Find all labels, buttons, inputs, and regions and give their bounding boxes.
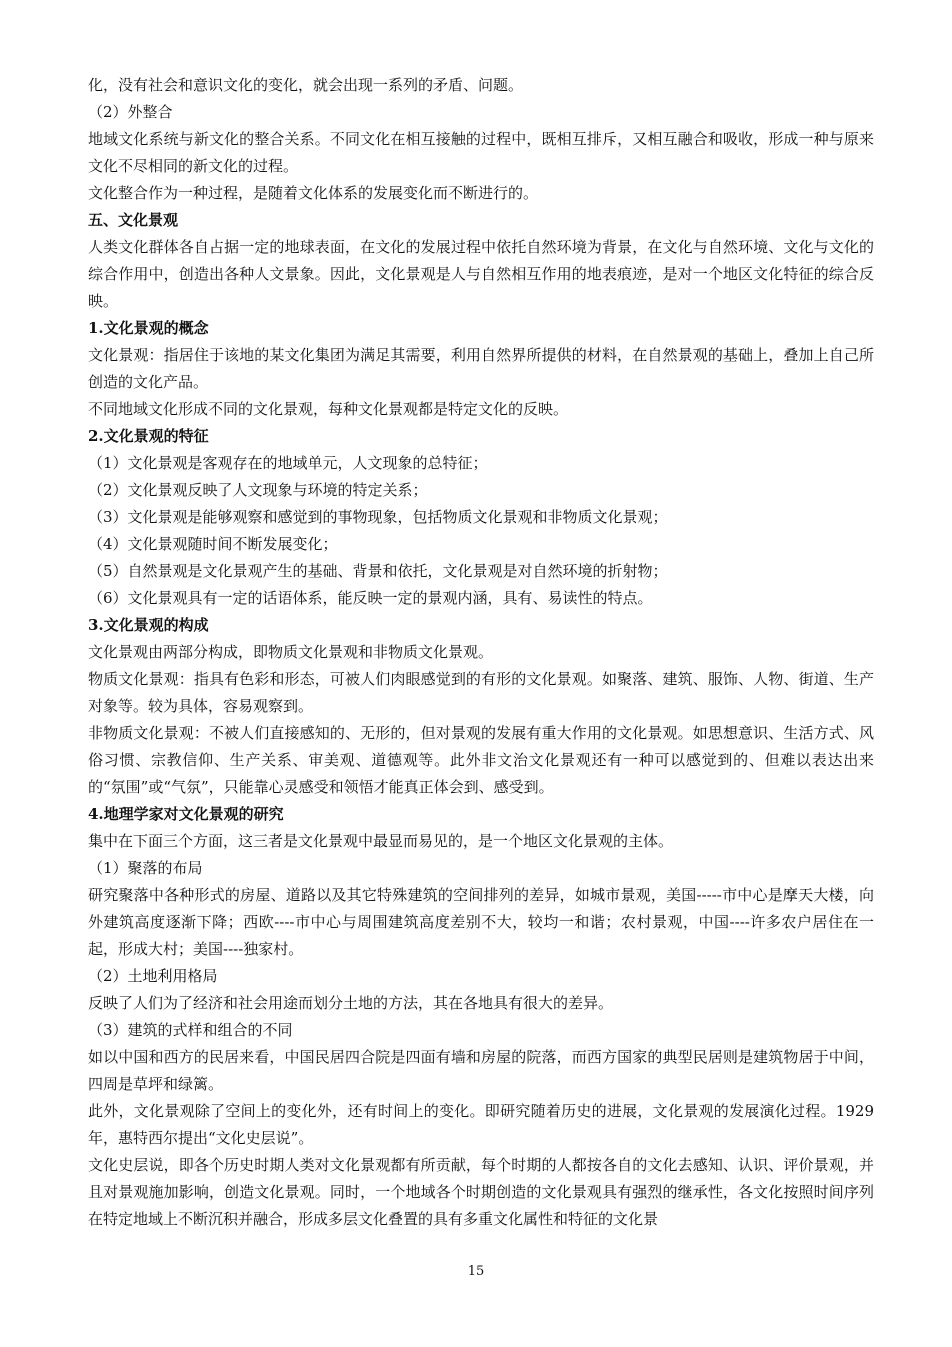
list-item: （5）自然景观是文化景观产生的基础、背景和依托，文化景观是对自然环境的折射物；: [88, 562, 668, 580]
subheading: （2）土地利用格局: [88, 967, 218, 985]
paragraph: 研究聚落中各种形式的房屋、道路以及其它特殊建筑的空间排列的差异，如城市景观，美国-----市中心是摩天大楼，向外建筑高度逐渐下降；西欧----市中心与周围建筑高度差别不大，较均一和谐；农村景观，中国----许多农户居住在一起，形成大村；美国----独家村。: [88, 886, 874, 958]
paragraph: 物质文化景观：指具有色彩和形态，可被人们肉眼感觉到的有形的文化景观。如聚落、建筑、服饰、人物、街道、生产对象等。较为具体，容易观察到。: [88, 670, 874, 715]
subheading: （1）聚落的布局: [88, 859, 203, 877]
section-heading: 4.地理学家对文化景观的研究: [88, 805, 284, 823]
paragraph: 集中在下面三个方面，这三者是文化景观中最显而易见的，是一个地区文化景观的主体。: [88, 832, 674, 850]
list-item: （4）文化景观随时间不断发展变化；: [88, 535, 338, 553]
paragraph: 如以中国和西方的民居来看，中国民居四合院是四面有墙和房屋的院落，而西方国家的典型民居则是建筑物居于中间，四周是草坪和绿篱。: [88, 1048, 874, 1093]
paragraph: 不同地域文化形成不同的文化景观，每种文化景观都是特定文化的反映。: [88, 400, 569, 418]
section-heading: 2.文化景观的特征: [88, 427, 209, 445]
subheading: （2）外整合: [88, 103, 173, 121]
paragraph: 地域文化系统与新文化的整合关系。不同文化在相互接触的过程中，既相互排斥，又相互融合和吸收，形成一种与原来文化不尽相同的新文化的过程。: [88, 130, 874, 175]
subheading: （3）建筑的式样和组合的不同: [88, 1021, 293, 1039]
page-body: [88, 72, 874, 1233]
section-heading: 3.文化景观的构成: [88, 616, 209, 634]
section-heading: 1.文化景观的概念: [88, 319, 209, 337]
paragraph: 文化整合作为一种过程，是随着文化体系的发展变化而不断进行的。: [88, 184, 539, 202]
paragraph: 文化景观：指居住于该地的某文化集团为满足其需要，利用自然界所提供的材料，在自然景观的基础上，叠加上自己所创造的文化产品。: [88, 346, 874, 391]
paragraph: 人类文化群体各自占据一定的地球表面，在文化的发展过程中依托自然环境为背景，在文化与自然环境、文化与文化的综合作用中，创造出各种人文景象。因此，文化景观是人与自然相互作用的地表痕迹，是对一个地区文化特征的综合反映。: [88, 238, 874, 310]
paragraph: 反映了人们为了经济和社会用途而划分土地的方法，其在各地具有很大的差异。: [88, 994, 614, 1012]
paragraph: 此外，文化景观除了空间上的变化外，还有时间上的变化。即研究随着历史的进展，文化景观的发展演化过程。1929 年，惠特西尔提出“文化史层说”。: [88, 1102, 874, 1147]
paragraph: 非物质文化景观：不被人们直接感知的、无形的，但对景观的发展有重大作用的文化景观。如思想意识、生活方式、风俗习惯、宗教信仰、生产关系、审美观、道德观等。此外非文治文化景观还有一种可以感觉到的、但难以表达出来的“氛围”或“气氛”，只能靠心灵感受和领悟才能真正体会到、感受到。: [88, 724, 874, 796]
list-item: （6）文化景观具有一定的话语体系，能反映一定的景观内涵，具有、易读性的特点。: [88, 589, 653, 607]
paragraph: 化，没有社会和意识文化的变化，就会出现一系列的矛盾、问题。: [88, 76, 524, 94]
list-item: （2）文化景观反映了人文现象与环境的特定关系；: [88, 481, 428, 499]
list-item: （3）文化景观是能够观察和感觉到的事物现象，包括物质文化景观和非物质文化景观；: [88, 508, 668, 526]
paragraph: 文化史层说，即各个历史时期人类对文化景观都有所贡献，每个时期的人都按各自的文化去感知、认识、评价景观，并且对景观施加影响，创造文化景观。同时，一个地域各个时期创造的文化景观具有强烈的继承性，各文化按照时间序列在特定地域上不断沉积并融合，形成多层文化叠置的具有多重文化属性和特征的文化景: [88, 1156, 874, 1228]
page-number: 15: [467, 1264, 485, 1279]
section-heading: 五、文化景观: [88, 211, 179, 229]
paragraph: 文化景观由两部分构成，即物质文化景观和非物质文化景观。: [88, 643, 494, 661]
list-item: （1）文化景观是客观存在的地域单元，人文现象的总特征；: [88, 454, 488, 472]
